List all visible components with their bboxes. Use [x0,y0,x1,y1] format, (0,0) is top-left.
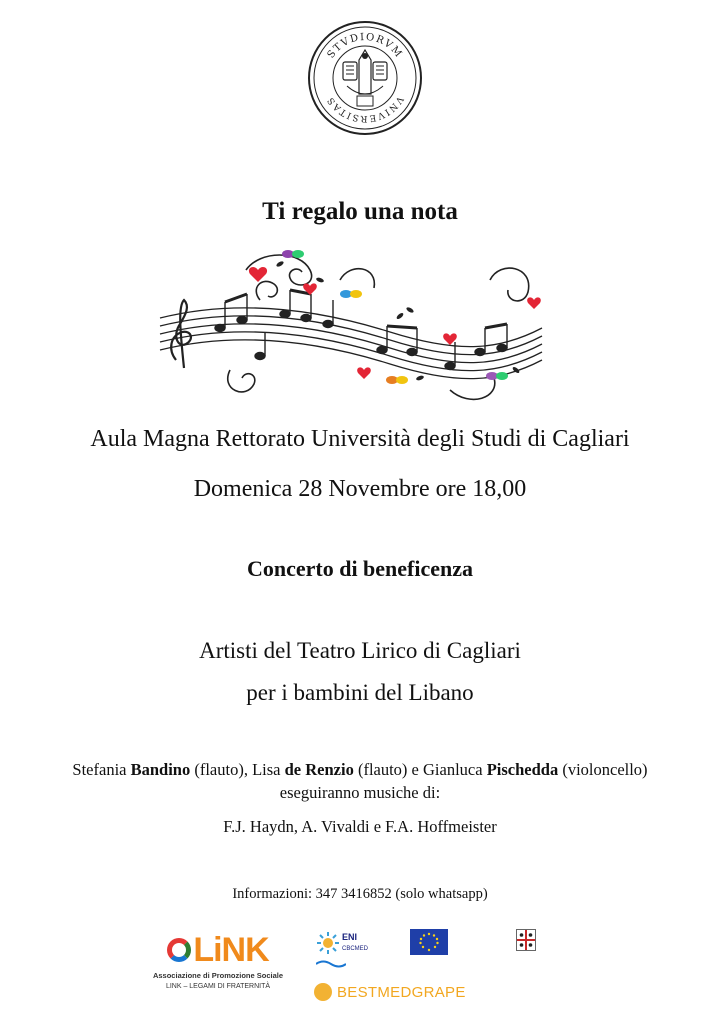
waves-icon [316,959,346,969]
info-line: Informazioni: 347 3416852 (solo whatsapp) [232,886,488,902]
eu-flag-logo [410,929,454,973]
performers-intro-line: eseguiranno musiche di: [279,783,441,802]
grape-icon [314,983,332,1001]
svg-text:STVDIORVM: STVDIORVM [325,31,405,61]
beneficiaries-line: per i bambini del Libano [246,680,474,705]
university-seal-logo [307,20,423,136]
date-line: Domenica 28 Novembre ore 18,00 [193,476,527,502]
shield-icon [517,930,535,950]
event-title: Ti regalo una nota [262,198,458,225]
ring-icon [167,938,191,962]
sardinia-coat-of-arms-logo [496,929,556,951]
artists-line: Artisti del Teatro Lirico di Cagliari [199,638,521,663]
sponsor-logos [0,925,720,1012]
performers-line: Stefania Bandino (flauto), Lisa de Renzio (flauto) e Gianluca Pischedda (violoncello) [72,760,648,779]
music-staff-illustration [150,240,550,410]
eu-stars-icon [410,929,448,955]
venue-line: Aula Magna Rettorato Università degli Studi di Cagliari [90,426,630,452]
link-association-logo: LiNK Associazione di Promozione Sociale LINK – LEGAMI DI FRATERNITÀ [152,931,284,990]
sun-icon [316,931,340,955]
bestmedgrape-logo: BESTMEDGRAPE [314,983,466,1001]
composers-line: F.J. Haydn, A. Vivaldi e F.A. Hoffmeister [223,817,497,836]
svg-text:VNIVERSITAS: VNIVERSITAS [325,94,405,124]
eni-cbcmed-logo: ENI CBCMED [314,929,394,973]
concert-heading: Concerto di beneficenza [246,556,474,581]
